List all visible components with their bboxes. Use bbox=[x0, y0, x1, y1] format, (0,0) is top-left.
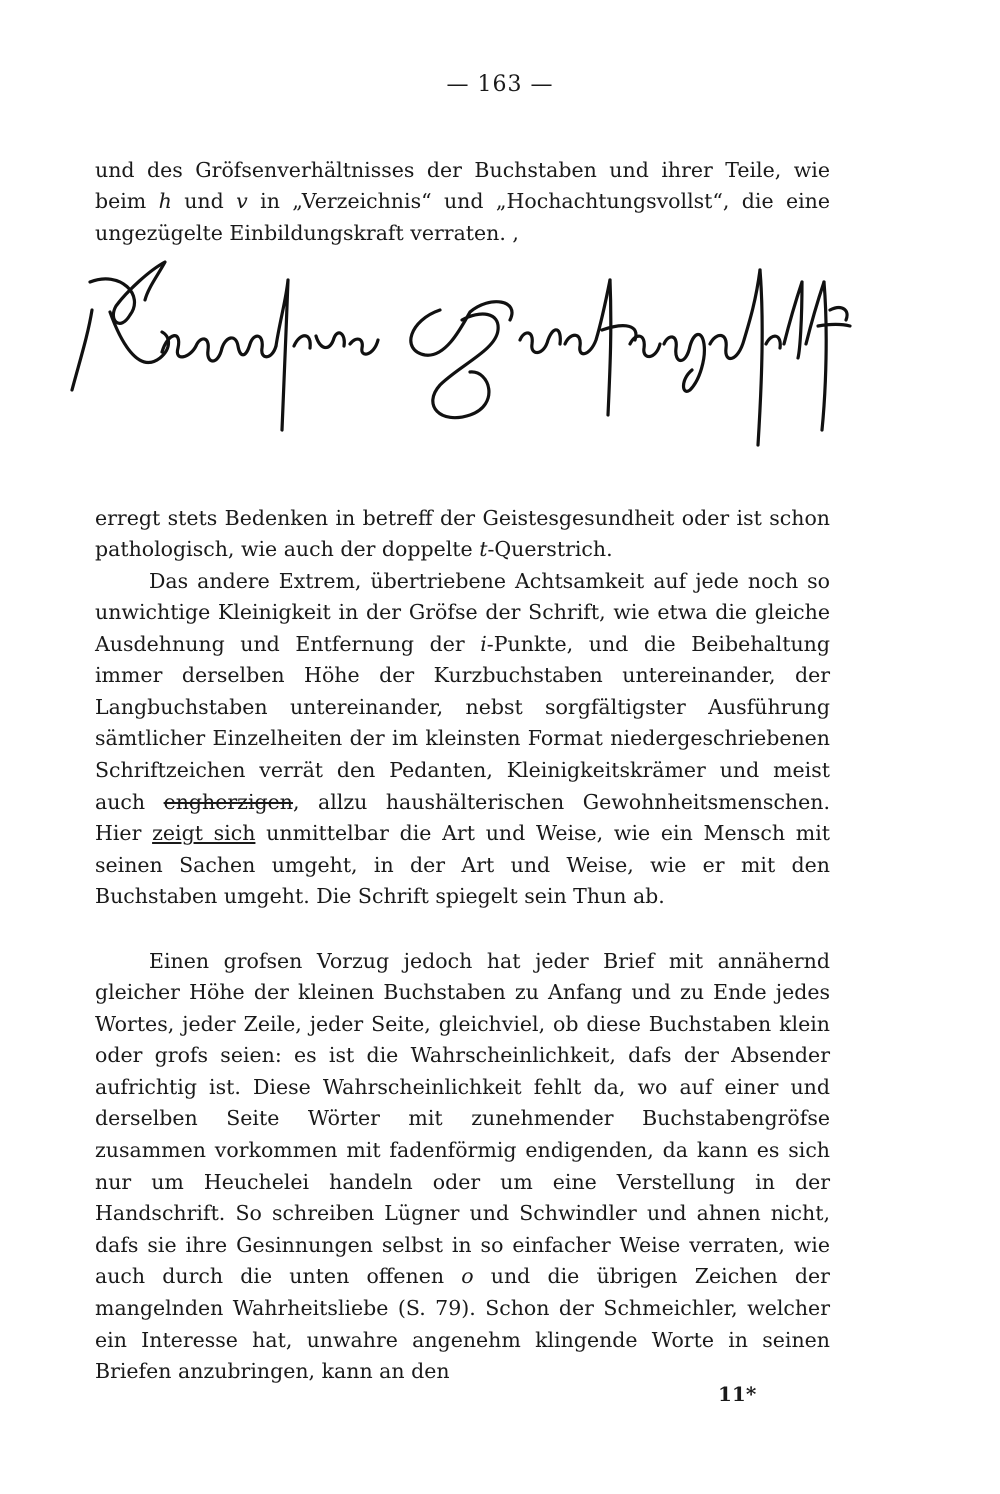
handwriting-sample-svg bbox=[50, 240, 870, 465]
paragraph-3 bbox=[95, 566, 830, 914]
italic-letter-i: i bbox=[480, 631, 487, 656]
text-run: Das andere Extrem, übertriebene Achtsamkeit auf jede noch so unwichtige Kleinigkeit in der Gröfse der Schrift, wie etwa die gleiche Ausdehnung und Entfernung der bbox=[95, 568, 830, 656]
text-run: unmittelbar die Art und Weise, wie ein Mensch mit seinen Sachen umgeht, in der Art und Weise, wie er mit den Buchstaben umgeht. Die Schrift spiegelt sein Thun ab. bbox=[95, 821, 830, 909]
text-run: -Querstrich. bbox=[487, 537, 613, 562]
text-run: und die übrigen Zeichen der mangelnden Wahrheitsliebe (S. 79). Schon der Schmeichler, welcher ein Interesse hat, unwahre angenehm klingende Worte in seinen Briefen anzubringen, kann an den bbox=[95, 1264, 830, 1384]
text-run: Einen grofsen Vorzug jedoch hat jeder Brief mit annähernd gleicher Höhe der kleinen Buchstaben zu Anfang und zu Ende jedes Wortes, jeder Zeile, jeder Seite, gleichviel, ob diese Buchstaben klein oder grofs seien: es ist die Wahrscheinlichkeit, dafs der Absender aufrichtig ist. Diese Wahrscheinlichkeit fehlt da, wo auf einer und derselben Seite Wörter mit zunehmender Buchstabengröfse zusammen vorkommen mit fadenförmig endigenden, da kann es sich nur um Heuchelei handeln oder um eine Verstellung in der Handschrift. So schreiben Lügner und Schwindler und ahnen nicht, dafs sie ihre Gesinnungen selbst in so einfacher Weise verraten, wie auch durch die unten offenen bbox=[95, 948, 830, 1289]
italic-letter-o: o bbox=[461, 1264, 474, 1289]
text-run: -Punkte, und die Beibehaltung immer derselben Höhe der Kurzbuchstaben untereinander, der Langbuchstaben untereinander, nebst sorgfältigster Ausführung sämtlicher Einzelheiten der im kleinsten Format niedergeschriebenen Schriftzeichen verrät den Pedanten, Kleinigkeitskrämer und meist auch bbox=[95, 631, 830, 814]
paragraph-4 bbox=[95, 946, 830, 1388]
text-run: und bbox=[171, 189, 237, 214]
italic-letter-v: v bbox=[236, 189, 248, 214]
text-run: erregt stets Bedenken in betreff der Geistesgesundheit oder ist schon pathologisch, wie auch der doppelte bbox=[95, 505, 830, 562]
text-run: in „Verzeichnis“ und „Hochachtungsvollst“, die eine ungezügelte Einbildungskraft verraten. , bbox=[95, 189, 830, 245]
text-run: und des Gröfsenverhältnisses der Buchstaben und ihrer Teile, wie beim bbox=[95, 157, 830, 214]
paragraph-2 bbox=[95, 503, 830, 566]
handwritten-hochachtungsvollst bbox=[411, 270, 850, 445]
struck-word-engherzigen: engherzigen bbox=[163, 789, 293, 814]
handwritten-verzeichnis bbox=[72, 262, 378, 430]
italic-letter-t: t bbox=[479, 537, 488, 562]
handwriting-sample-image bbox=[50, 240, 870, 465]
signature-mark: 11* bbox=[718, 1382, 757, 1406]
paragraph-1 bbox=[95, 155, 830, 250]
italic-letter-h: h bbox=[158, 189, 172, 214]
struck-words-zeigt-sich: zeigt sich bbox=[152, 821, 256, 846]
page-number: — 163 — bbox=[446, 72, 554, 97]
text-run: , allzu haushälterischen Gewohnheitsmenschen. Hier bbox=[95, 789, 830, 846]
